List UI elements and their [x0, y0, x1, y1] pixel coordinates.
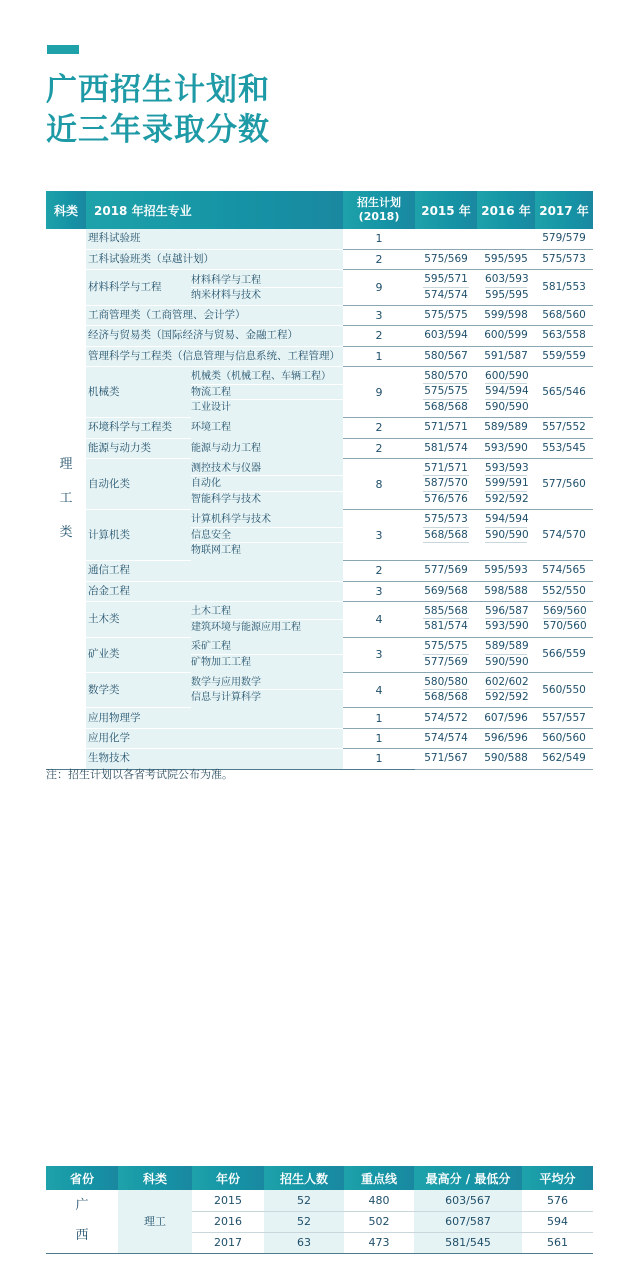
header-plan: 招生计划 (2018)	[343, 191, 415, 229]
score-line: 智能科学与技术	[191, 493, 261, 505]
plan-cell: 9	[343, 270, 415, 305]
summary-header-key-line: 重点线	[344, 1166, 414, 1190]
score-line: 机械类（机械工程、车辆工程）	[191, 369, 343, 384]
score-cell-2017: 559/559	[535, 346, 593, 366]
score-line: 592/592	[485, 691, 529, 704]
score-cell-2016	[477, 672, 535, 707]
major-cell: 冶金工程	[86, 581, 343, 601]
accent-bar	[47, 45, 79, 54]
score-line: 能源与动力工程	[191, 442, 261, 454]
score-line: 594/594	[485, 384, 527, 399]
score-cell-2015	[415, 602, 477, 637]
score-line: 592/592	[485, 492, 529, 505]
score-line	[485, 543, 527, 558]
score-cell-2017: 577/560	[535, 459, 593, 510]
score-cell-2016	[477, 229, 535, 249]
score-line: 590/590	[485, 655, 529, 668]
major-cell: 环境科学与工程类	[86, 418, 191, 438]
score-line: 测控技术与仪器	[191, 461, 343, 476]
table-row	[46, 326, 593, 346]
sub-major-cell	[191, 270, 343, 305]
table-row	[46, 637, 593, 672]
key-line-cell: 473	[344, 1232, 414, 1253]
score-cell-2015: 603/594	[415, 326, 477, 346]
score-line: 矿物加工工程	[191, 656, 251, 668]
plan-cell: 3	[343, 305, 415, 325]
sub-major-cell	[191, 637, 343, 672]
header-2016: 2016 年	[477, 191, 535, 229]
score-cell-2017: 562/549	[535, 749, 593, 769]
plan-cell: 2	[343, 561, 415, 581]
score-line: 纳米材料与技术	[191, 289, 261, 301]
sub-major-cell	[191, 367, 343, 418]
score-line: 信息安全	[191, 528, 343, 543]
plan-cell: 2	[343, 249, 415, 269]
major-cell: 计算机类	[86, 510, 191, 561]
score-line: 587/570	[423, 476, 469, 491]
major-cell: 工科试验班类（卓越计划）	[86, 249, 343, 269]
summary-header-year: 年份	[192, 1166, 264, 1190]
score-line: 568/568	[424, 691, 468, 704]
major-cell: 自动化类	[86, 459, 191, 510]
score-cell-2015	[415, 270, 477, 305]
score-cell-2016	[477, 510, 535, 561]
score-line: 576/576	[424, 492, 468, 505]
hi-lo-cell: 581/545	[414, 1232, 522, 1253]
score-line: 信息与计算科学	[191, 692, 261, 704]
score-line: 600/590	[485, 369, 527, 384]
plan-cell: 1	[343, 728, 415, 748]
score-line: 575/573	[423, 512, 469, 527]
table-row	[46, 561, 593, 581]
score-line: 数学与应用数学	[191, 675, 343, 690]
title-line-1: 广西招生计划和	[46, 72, 270, 108]
summary-header-row	[46, 1166, 593, 1190]
score-line	[423, 543, 469, 558]
plan-cell: 2	[343, 418, 415, 438]
major-cell: 通信工程	[86, 561, 343, 581]
score-cell-2015: 577/569	[415, 561, 477, 581]
score-cell-2017: 568/560	[535, 305, 593, 325]
summary-header-kelei: 科类	[118, 1166, 192, 1190]
sub-major-cell	[191, 418, 343, 438]
table-row	[46, 367, 593, 418]
sub-major-cell	[191, 602, 343, 637]
score-cell-2015: 569/568	[415, 581, 477, 601]
sub-major-cell	[191, 510, 343, 561]
score-line: 568/568	[424, 400, 468, 413]
major-cell: 能源与动力类	[86, 438, 191, 458]
table-row	[46, 418, 593, 438]
score-line: 603/593	[485, 272, 527, 287]
score-cell-2015	[415, 459, 477, 510]
admission-score-table	[46, 191, 593, 770]
header-kelei: 科类	[46, 191, 86, 229]
score-line: 599/591	[485, 476, 527, 491]
score-line: 595/595	[485, 288, 529, 301]
score-cell-2017: 563/558	[535, 326, 593, 346]
score-cell-2017: 574/565	[535, 561, 593, 581]
category-char: 类	[59, 524, 73, 540]
score-line: 计算机科学与技术	[191, 512, 343, 527]
score-cell-2015	[415, 229, 477, 249]
score-line: 自动化	[191, 476, 343, 491]
table-row	[46, 270, 593, 305]
score-cell-2017: 552/550	[535, 581, 593, 601]
score-cell-2016	[477, 637, 535, 672]
table-row	[46, 581, 593, 601]
score-cell-2017: 565/546	[535, 367, 593, 418]
count-cell: 52	[264, 1190, 344, 1211]
score-cell-2016	[477, 459, 535, 510]
score-line: 物流工程	[191, 385, 343, 400]
score-cell-2015: 575/575	[415, 305, 477, 325]
header-major: 2018 年招生专业	[86, 191, 343, 229]
year-cell: 2015	[192, 1190, 264, 1211]
avg-cell: 594	[522, 1211, 593, 1232]
hi-lo-cell: 603/567	[414, 1190, 522, 1211]
summary-header-hi-lo: 最高分 / 最低分	[414, 1166, 522, 1190]
header-2015: 2015 年	[415, 191, 477, 229]
major-cell: 机械类	[86, 367, 191, 418]
score-cell-2017: 575/573	[535, 249, 593, 269]
score-line: 593/593	[485, 461, 527, 476]
table-row	[46, 249, 593, 269]
key-line-cell: 480	[344, 1190, 414, 1211]
title-line-2: 近三年录取分数	[46, 112, 270, 148]
summary-header-avg: 平均分	[522, 1166, 593, 1190]
plan-cell: 9	[343, 367, 415, 418]
score-line: 595/571	[423, 272, 469, 287]
summary-header-province: 省份	[46, 1166, 118, 1190]
hi-lo-cell: 607/587	[414, 1211, 522, 1232]
major-cell: 矿业类	[86, 637, 191, 672]
score-cell-2016: 607/596	[477, 708, 535, 728]
sub-major-cell	[191, 459, 343, 510]
table-body	[46, 229, 593, 769]
key-line-cell: 502	[344, 1211, 414, 1232]
score-cell-2015	[415, 367, 477, 418]
score-cell-2017: 579/579	[535, 229, 593, 249]
score-cell-2016: 589/589	[477, 418, 535, 438]
table-row	[46, 672, 593, 707]
major-cell: 数学类	[86, 672, 191, 707]
score-line: 602/602	[485, 675, 527, 690]
count-cell: 63	[264, 1232, 344, 1253]
score-line: 577/569	[424, 655, 468, 668]
plan-cell: 1	[343, 749, 415, 769]
score-line: 工业设计	[191, 402, 231, 414]
score-cell-2016: 599/598	[477, 305, 535, 325]
score-cell-2017: 574/570	[535, 510, 593, 561]
score-line: 568/568	[423, 528, 469, 543]
score-line: 596/587	[485, 604, 527, 619]
category-cell	[46, 229, 86, 769]
score-cell-2015	[415, 672, 477, 707]
score-cell-2017: 557/552	[535, 418, 593, 438]
table-row	[46, 728, 593, 748]
score-line: 570/560	[543, 620, 587, 633]
score-line: 材料科学与工程	[191, 273, 343, 288]
summary-table	[46, 1166, 593, 1254]
table-row	[46, 708, 593, 728]
score-cell-2015: 571/567	[415, 749, 477, 769]
province-cell: 广 西	[46, 1190, 118, 1253]
major-cell: 材料科学与工程	[86, 270, 191, 305]
score-line: 569/560	[543, 604, 585, 619]
category-char: 工	[59, 490, 73, 506]
score-cell-2015: 574/574	[415, 728, 477, 748]
score-cell-2016: 590/588	[477, 749, 535, 769]
count-cell: 52	[264, 1211, 344, 1232]
score-cell-2016	[477, 367, 535, 418]
score-cell-2016	[477, 270, 535, 305]
major-cell: 生物技术	[86, 749, 343, 769]
sub-major-cell	[191, 672, 343, 707]
avg-cell: 576	[522, 1190, 593, 1211]
score-cell-2015	[415, 510, 477, 561]
score-cell-2015: 580/567	[415, 346, 477, 366]
score-line: 585/568	[423, 604, 469, 619]
score-line: 580/580	[423, 675, 469, 690]
table-row	[46, 229, 593, 249]
plan-cell: 4	[343, 672, 415, 707]
score-cell-2016: 595/593	[477, 561, 535, 581]
score-cell-2016: 596/596	[477, 728, 535, 748]
score-cell-2017: 581/553	[535, 270, 593, 305]
score-line: 594/594	[485, 512, 527, 527]
plan-cell: 2	[343, 326, 415, 346]
score-cell-2016: 595/595	[477, 249, 535, 269]
major-cell: 工商管理类（工商管理、会计学）	[86, 305, 343, 325]
score-line: 590/590	[485, 400, 529, 413]
score-cell-2017	[535, 602, 593, 637]
score-line: 593/590	[485, 620, 529, 633]
score-cell-2017: 560/550	[535, 672, 593, 707]
score-cell-2016: 591/587	[477, 346, 535, 366]
score-line: 581/574	[424, 620, 468, 633]
score-cell-2015: 571/571	[415, 418, 477, 438]
score-line: 575/575	[423, 639, 469, 654]
plan-cell: 2	[343, 438, 415, 458]
score-line: 590/590	[485, 528, 527, 543]
summary-header-count: 招生人数	[264, 1166, 344, 1190]
score-line: 574/574	[424, 288, 468, 301]
plan-cell: 1	[343, 229, 415, 249]
major-cell: 土木类	[86, 602, 191, 637]
score-line: 土木工程	[191, 604, 343, 619]
avg-cell: 561	[522, 1232, 593, 1253]
sub-major-cell	[191, 438, 343, 458]
plan-cell: 4	[343, 602, 415, 637]
table-row	[46, 510, 593, 561]
major-cell: 经济与贸易类（国际经济与贸易、金融工程）	[86, 326, 343, 346]
score-cell-2015: 575/569	[415, 249, 477, 269]
score-cell-2017: 566/559	[535, 637, 593, 672]
score-line: 环境工程	[191, 422, 231, 434]
plan-cell: 3	[343, 637, 415, 672]
header-2017: 2017 年	[535, 191, 593, 229]
score-cell-2015	[415, 637, 477, 672]
plan-cell: 8	[343, 459, 415, 510]
table-row	[46, 438, 593, 458]
score-cell-2017: 560/560	[535, 728, 593, 748]
score-cell-2016	[477, 602, 535, 637]
score-line: 建筑环境与能源应用工程	[191, 621, 301, 633]
table-header-row	[46, 191, 593, 229]
table-row	[46, 459, 593, 510]
score-cell-2015: 581/574	[415, 438, 477, 458]
score-cell-2017: 557/557	[535, 708, 593, 728]
score-line: 580/570	[423, 369, 469, 384]
kelei-cell: 理工	[118, 1190, 192, 1253]
category-char: 理	[59, 456, 73, 472]
major-cell: 管理科学与工程类（信息管理与信息系统、工程管理）	[86, 346, 343, 366]
score-cell-2016: 598/588	[477, 581, 535, 601]
summary-row	[46, 1190, 593, 1211]
score-cell-2017: 553/545	[535, 438, 593, 458]
table-row	[46, 346, 593, 366]
score-cell-2016: 593/590	[477, 438, 535, 458]
score-line: 571/571	[423, 461, 469, 476]
plan-cell: 3	[343, 581, 415, 601]
table-row	[46, 602, 593, 637]
score-line: 589/589	[485, 639, 527, 654]
score-cell-2016: 600/599	[477, 326, 535, 346]
major-cell: 应用化学	[86, 728, 343, 748]
table-row	[46, 305, 593, 325]
year-cell: 2017	[192, 1232, 264, 1253]
footnote: 注：招生计划以各省考试院公布为准。	[46, 768, 233, 781]
score-cell-2015: 574/572	[415, 708, 477, 728]
major-cell: 理科试验班	[86, 229, 343, 249]
score-line: 物联网工程	[191, 544, 241, 556]
page-title	[46, 70, 270, 150]
score-line: 采矿工程	[191, 639, 343, 654]
major-cell: 应用物理学	[86, 708, 343, 728]
score-line: 575/575	[423, 384, 469, 399]
plan-cell: 1	[343, 708, 415, 728]
plan-cell: 3	[343, 510, 415, 561]
summary-body	[46, 1190, 593, 1253]
year-cell: 2016	[192, 1211, 264, 1232]
plan-cell: 1	[343, 346, 415, 366]
